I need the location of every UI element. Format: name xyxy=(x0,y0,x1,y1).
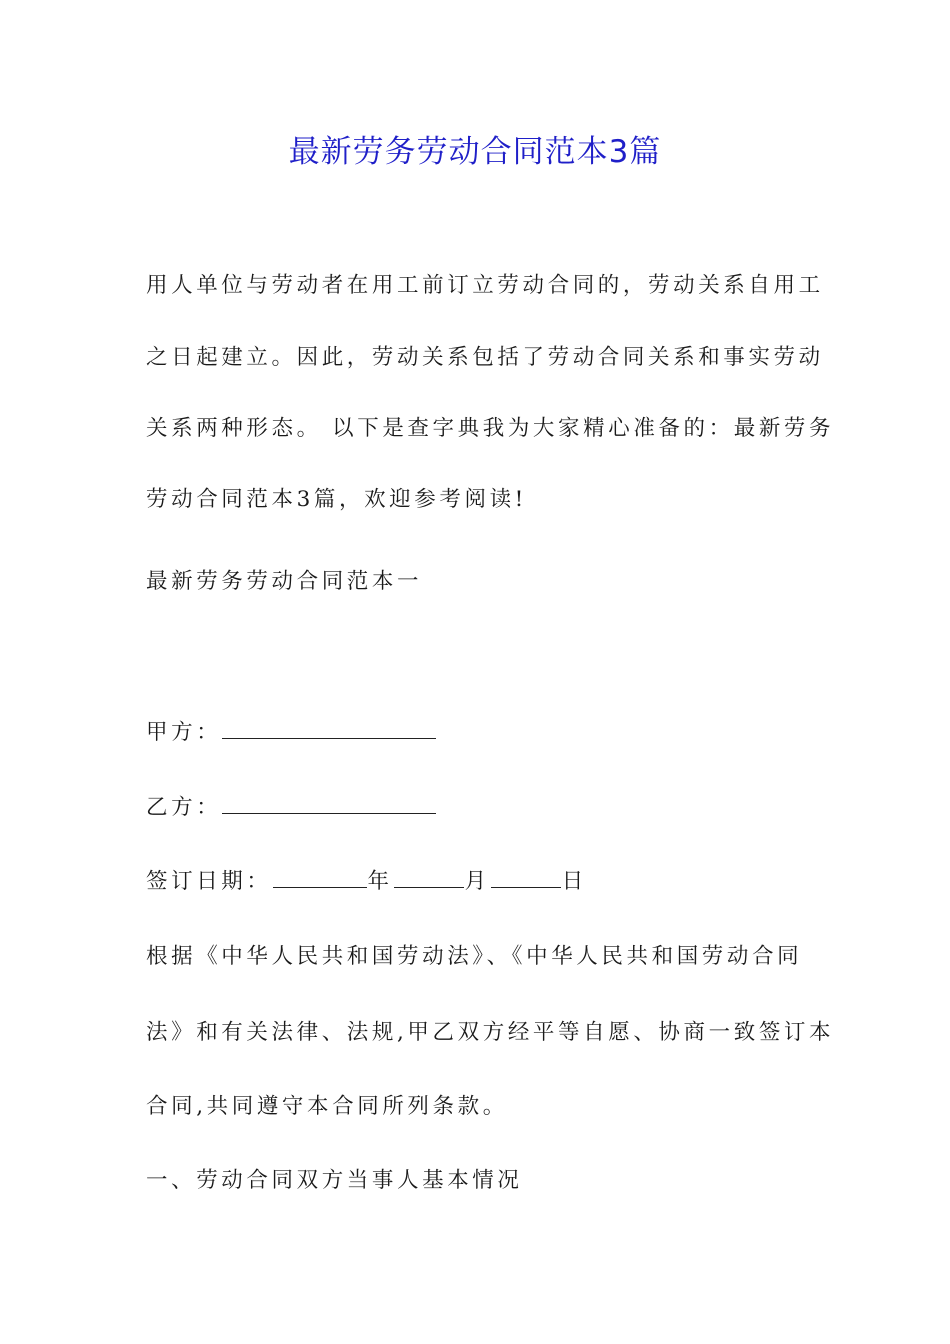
intro-line-3: 关系两种形态。 以下是查字典我为大家精心准备的：最新劳务 xyxy=(146,416,835,441)
intro-line-4: 劳动合同范本3篇，欢迎参考阅读! xyxy=(146,487,527,512)
intro-line-1: 用人单位与劳动者在用工前订立劳动合同的，劳动关系自用工 xyxy=(146,273,824,298)
party-a-row xyxy=(146,718,826,748)
intro-line-2: 之日起建立。因此，劳动关系包括了劳动合同关系和事实劳动 xyxy=(146,345,824,370)
day-blank xyxy=(491,869,561,888)
sign-date-label: 签订日期： xyxy=(146,869,272,894)
month-blank xyxy=(394,869,464,888)
party-b-label: 乙方： xyxy=(146,795,222,820)
basis-line-1: 根据《中华人民共和国劳动法》、《中华人民共和国劳动合同 xyxy=(146,944,803,969)
basis-line-3: 合同,共同遵守本合同所列条款。 xyxy=(146,1094,508,1119)
month-label: 月 xyxy=(464,869,490,894)
party-a-blank xyxy=(222,720,436,739)
section-heading: 最新劳务劳动合同范本一 xyxy=(146,569,423,594)
party-b-row xyxy=(146,793,826,823)
party-b-blank xyxy=(222,795,436,814)
document-title: 最新劳务劳动合同范本3篇 xyxy=(288,134,662,170)
year-blank xyxy=(273,869,367,888)
day-label: 日 xyxy=(561,869,587,894)
sign-date-row xyxy=(146,867,826,897)
clause-1-heading: 一、劳动合同双方当事人基本情况 xyxy=(146,1168,523,1193)
basis-line-2: 法》和有关法律、法规,甲乙双方经平等自愿、协商一致签订本 xyxy=(146,1020,835,1045)
year-label: 年 xyxy=(367,869,393,894)
party-a-label: 甲方： xyxy=(146,720,222,745)
